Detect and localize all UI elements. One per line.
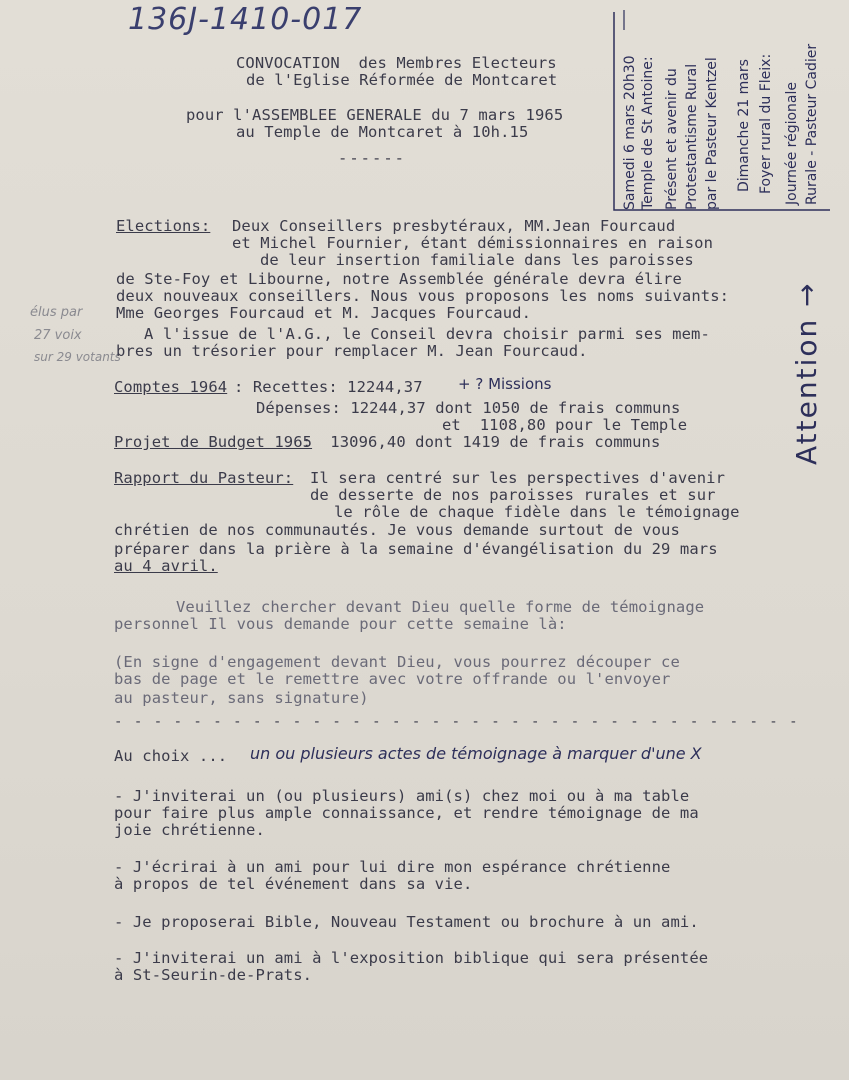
margin-note-left-2: 27 voix bbox=[34, 328, 82, 343]
margin-note-col4: Protestantisme Rural bbox=[684, 63, 700, 210]
choix-typed: Au choix ... bbox=[114, 747, 228, 765]
margin-note-col2: Temple de St Antoine: bbox=[640, 56, 656, 210]
option-1-line-2: pour faire plus ample connaissance, et rendre témoignage de ma bbox=[114, 804, 699, 822]
option-1-line-1: - J'inviterai un (ou plusieurs) ami(s) chez moi ou à ma table bbox=[114, 787, 690, 805]
rapport-line-3: le rôle de chaque fidèle dans le témoignage bbox=[334, 503, 740, 521]
elections-line-6: Mme Georges Fourcaud et M. Jacques Fourcaud. bbox=[116, 304, 531, 322]
elections-line-8: bres un trésorier pour remplacer M. Jean Fourcaud. bbox=[116, 342, 588, 360]
choix-hand: un ou plusieurs actes de témoignage à marquer d'une X bbox=[250, 744, 702, 763]
appel-line-3: (En signe d'engagement devant Dieu, vous pourrez découper ce bbox=[114, 653, 680, 671]
budget-label: Projet de Budget 1965 bbox=[114, 433, 313, 451]
rapport-line-1: Il sera centré sur les perspectives d'avenir bbox=[310, 469, 725, 487]
option-1-line-3: joie chrétienne. bbox=[114, 821, 265, 839]
comptes-label: Comptes 1964 bbox=[114, 378, 228, 396]
rapport-label: Rapport du Pasteur: bbox=[114, 469, 294, 487]
appel-line-1: Veuillez chercher devant Dieu quelle forme de témoignage bbox=[176, 598, 705, 616]
margin-note-col7: Foyer rural du Fleix: bbox=[758, 53, 774, 194]
margin-note-col1: Samedi 6 mars 20h30 bbox=[622, 55, 638, 210]
header-line-3: pour l'ASSEMBLEE GENERALE du 7 mars 1965 bbox=[186, 106, 564, 124]
header-line-1: CONVOCATION des Membres Electeurs bbox=[236, 54, 557, 72]
option-2-line-1: - J'écrirai à un ami pour lui dire mon espérance chrétienne bbox=[114, 858, 671, 876]
comptes-depenses: Dépenses: 12244,37 dont 1050 de frais communs bbox=[256, 399, 681, 417]
elections-line-3: de leur insertion familiale dans les paroisses bbox=[260, 251, 694, 269]
budget-value: : 13096,40 dont 1419 de frais communs bbox=[302, 433, 661, 451]
margin-note-left-3: sur 29 votants bbox=[34, 350, 121, 364]
header-separator: ------ bbox=[338, 149, 406, 167]
elections-line-2: et Michel Fournier, étant démissionnaires en raison bbox=[232, 234, 714, 252]
appel-line-5: au pasteur, sans signature) bbox=[114, 689, 369, 707]
comptes-et: et 1108,80 pour le Temple bbox=[442, 416, 688, 434]
comptes-recettes: : Recettes: 12244,37 bbox=[234, 378, 423, 396]
option-4-line-2: à St-Seurin-de-Prats. bbox=[114, 966, 313, 984]
appel-line-4: bas de page et le remettre avec votre offrande ou l'envoyer bbox=[114, 670, 671, 688]
margin-note-col3: Présent et avenir du bbox=[664, 68, 680, 210]
rapport-line-4: chrétien de nos communautés. Je vous demande surtout de vous bbox=[114, 521, 680, 539]
margin-note-col6: Dimanche 21 mars bbox=[736, 59, 752, 192]
attention-note: Attention → bbox=[790, 281, 823, 465]
margin-note-col5: par le Pasteur Kentzel bbox=[704, 57, 720, 210]
rapport-line-6: au 4 avril. bbox=[114, 557, 218, 575]
option-3-line-1: - Je proposerai Bible, Nouveau Testament ou brochure à un ami. bbox=[114, 913, 699, 931]
header-line-4: au Temple de Montcaret à 10h.15 bbox=[236, 123, 529, 141]
appel-line-2: personnel Il vous demande pour cette semaine là: bbox=[114, 615, 567, 633]
elections-line-5: deux nouveaux conseillers. Nous vous proposons les noms suivants: bbox=[116, 287, 730, 305]
option-2-line-2: à propos de tel événement dans sa vie. bbox=[114, 875, 473, 893]
margin-note-left-1: élus par bbox=[30, 305, 83, 320]
elections-label: Elections: bbox=[116, 217, 211, 235]
cut-line: - - - - - - - - - - - - - - - - - - - - - - - - - - - - - - - - - - - bbox=[114, 714, 800, 730]
margin-note-col8: Journée régionale bbox=[784, 82, 800, 205]
comptes-recettes-hand: + ? Missions bbox=[458, 375, 552, 393]
header-line-2: de l'Eglise Réformée de Montcaret bbox=[246, 71, 558, 89]
elections-line-1: Deux Conseillers presbytéraux, MM.Jean Fourcaud bbox=[232, 217, 676, 235]
rapport-line-2: de desserte de nos paroisses rurales et sur bbox=[310, 486, 716, 504]
margin-note-col9: Rurale - Pasteur Cadier bbox=[804, 43, 820, 205]
option-4-line-1: - J'inviterai un ami à l'exposition biblique qui sera présentée bbox=[114, 949, 709, 967]
rapport-line-5: préparer dans la prière à la semaine d'évangélisation du 29 mars bbox=[114, 540, 718, 558]
archive-reference: 136J-1410-017 bbox=[128, 2, 363, 37]
elections-line-4: de Ste-Foy et Libourne, notre Assemblée générale devra élire bbox=[116, 270, 682, 288]
elections-line-7: A l'issue de l'A.G., le Conseil devra choisir parmi ses mem- bbox=[144, 325, 710, 343]
